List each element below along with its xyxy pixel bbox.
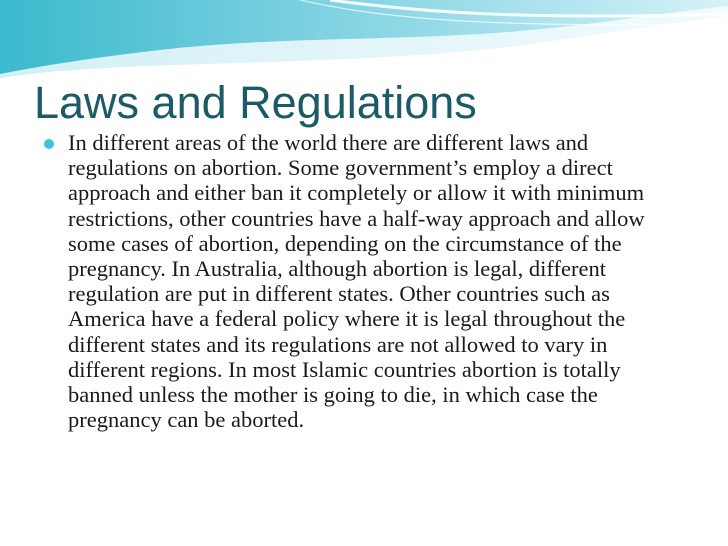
header-wave-decoration — [0, 0, 728, 80]
slide-title: Laws and Regulations — [34, 77, 477, 128]
bullet-marker-icon — [44, 139, 54, 149]
bullet-text: In different areas of the world there are different laws and regulations on abortion. Some government’s employ a direct approach and either ban it completely or allow it with minimum restrictions, other countries have a half-way approach and allow some cases of abortion, depending on the circumstance of the pregnancy. In Australia, although abortion is legal, different regulation are put in different states. Other countries such as America have a federal policy where it is legal throughout the different states and its regulations are not allowed to vary in different regions. In most Islamic countries abortion is totally banned unless the mother is going to die, in which case the pregnancy can be aborted. — [68, 130, 645, 433]
